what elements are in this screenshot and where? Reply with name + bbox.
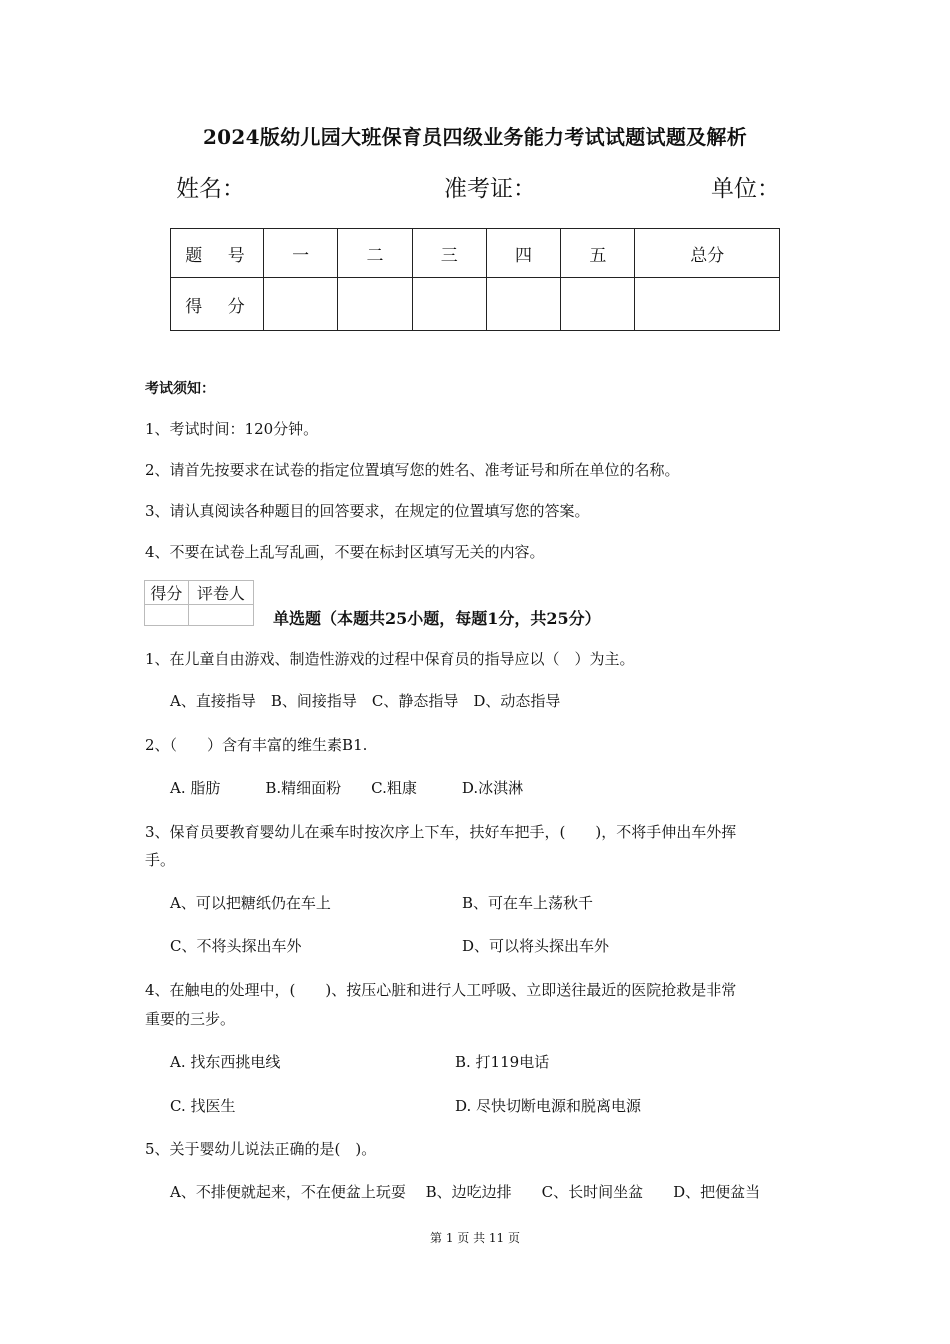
question-options: A、不排便就起来，不在便盆上玩耍 B、边吃边排 C、长时间坐盆 D、把便盆当 bbox=[170, 1183, 761, 1201]
score-table-header-row bbox=[171, 229, 780, 278]
question-options: A. 脂肪 B.精细面粉 C.粗康 D.冰淇淋 bbox=[170, 779, 524, 797]
question-stem: 4、在触电的处理中，( )、按压心脏和进行人工呼吸、立即送往最近的医院抢救是非常 bbox=[145, 981, 737, 999]
score-cell bbox=[486, 278, 560, 331]
score-cell bbox=[264, 278, 338, 331]
question-stem-continued: 手。 bbox=[145, 851, 176, 869]
grader-name-label: 评卷人 bbox=[188, 581, 253, 605]
section-column-2: 二 bbox=[338, 229, 412, 278]
score-cell bbox=[412, 278, 486, 331]
option-b: B、可在车上荡秋千 bbox=[462, 894, 594, 912]
unit-label: 单位： bbox=[711, 176, 780, 202]
score-cell bbox=[561, 278, 635, 331]
total-column: 总分 bbox=[635, 229, 780, 278]
section-column-1: 一 bbox=[264, 229, 338, 278]
option-a: A. 找东西挑电线 bbox=[170, 1053, 281, 1071]
question-number-label: 题 号 bbox=[171, 229, 264, 278]
section-column-5: 五 bbox=[561, 229, 635, 278]
question-stem: 2、（ ）含有丰富的维生素B1. bbox=[145, 736, 368, 754]
grader-score-cell bbox=[145, 605, 189, 626]
grader-name-cell bbox=[188, 605, 253, 626]
notice-item: 2、请首先按要求在试卷的指定位置填写您的姓名、准考证号和所在单位的名称。 bbox=[145, 461, 680, 479]
score-cell bbox=[635, 278, 780, 331]
grader-box bbox=[144, 580, 254, 626]
name-label: 姓名： bbox=[176, 176, 245, 202]
section-column-3: 三 bbox=[412, 229, 486, 278]
question-stem-continued: 重要的三步。 bbox=[145, 1010, 236, 1028]
section-column-4: 四 bbox=[486, 229, 560, 278]
notice-item: 3、请认真阅读各种题目的回答要求，在规定的位置填写您的答案。 bbox=[145, 502, 590, 520]
option-c: C. 找医生 bbox=[170, 1097, 236, 1115]
score-label: 得 分 bbox=[171, 278, 264, 331]
page-footer: 第 1 页 共 11 页 bbox=[430, 1231, 520, 1245]
score-cell bbox=[338, 278, 412, 331]
grader-score-label: 得分 bbox=[145, 581, 189, 605]
question-stem: 1、在儿童自由游戏、制造性游戏的过程中保育员的指导应以（ ）为主。 bbox=[145, 650, 635, 668]
question-stem: 3、保育员要教育婴幼儿在乘车时按次序上下车，扶好车把手，( )，不将手伸出车外挥 bbox=[145, 823, 737, 841]
notice-item: 1、考试时间：120分钟。 bbox=[145, 420, 319, 438]
notice-title: 考试须知： bbox=[145, 381, 215, 397]
option-d: D、可以将头探出车外 bbox=[462, 937, 610, 955]
option-c: C、不将头探出车外 bbox=[170, 937, 302, 955]
option-d: D. 尽快切断电源和脱离电源 bbox=[455, 1097, 642, 1115]
option-a: A、可以把糖纸仍在车上 bbox=[170, 894, 331, 912]
notice-item: 4、不要在试卷上乱写乱画，不要在标封区填写无关的内容。 bbox=[145, 543, 545, 561]
page-title: 2024版幼儿园大班保育员四级业务能力考试试题试题及解析 bbox=[202, 125, 748, 149]
ticket-number-label: 准考证： bbox=[444, 176, 536, 202]
option-b: B. 打119电话 bbox=[455, 1053, 550, 1071]
score-table-score-row bbox=[171, 278, 780, 331]
score-table bbox=[170, 228, 780, 331]
question-stem: 5、关于婴幼儿说法正确的是( )。 bbox=[145, 1140, 377, 1158]
candidate-info-row bbox=[176, 170, 780, 204]
question-options: A、直接指导 B、间接指导 C、静态指导 D、动态指导 bbox=[170, 692, 561, 710]
section-title: 单选题（本题共25小题，每题1分，共25分） bbox=[273, 609, 601, 628]
